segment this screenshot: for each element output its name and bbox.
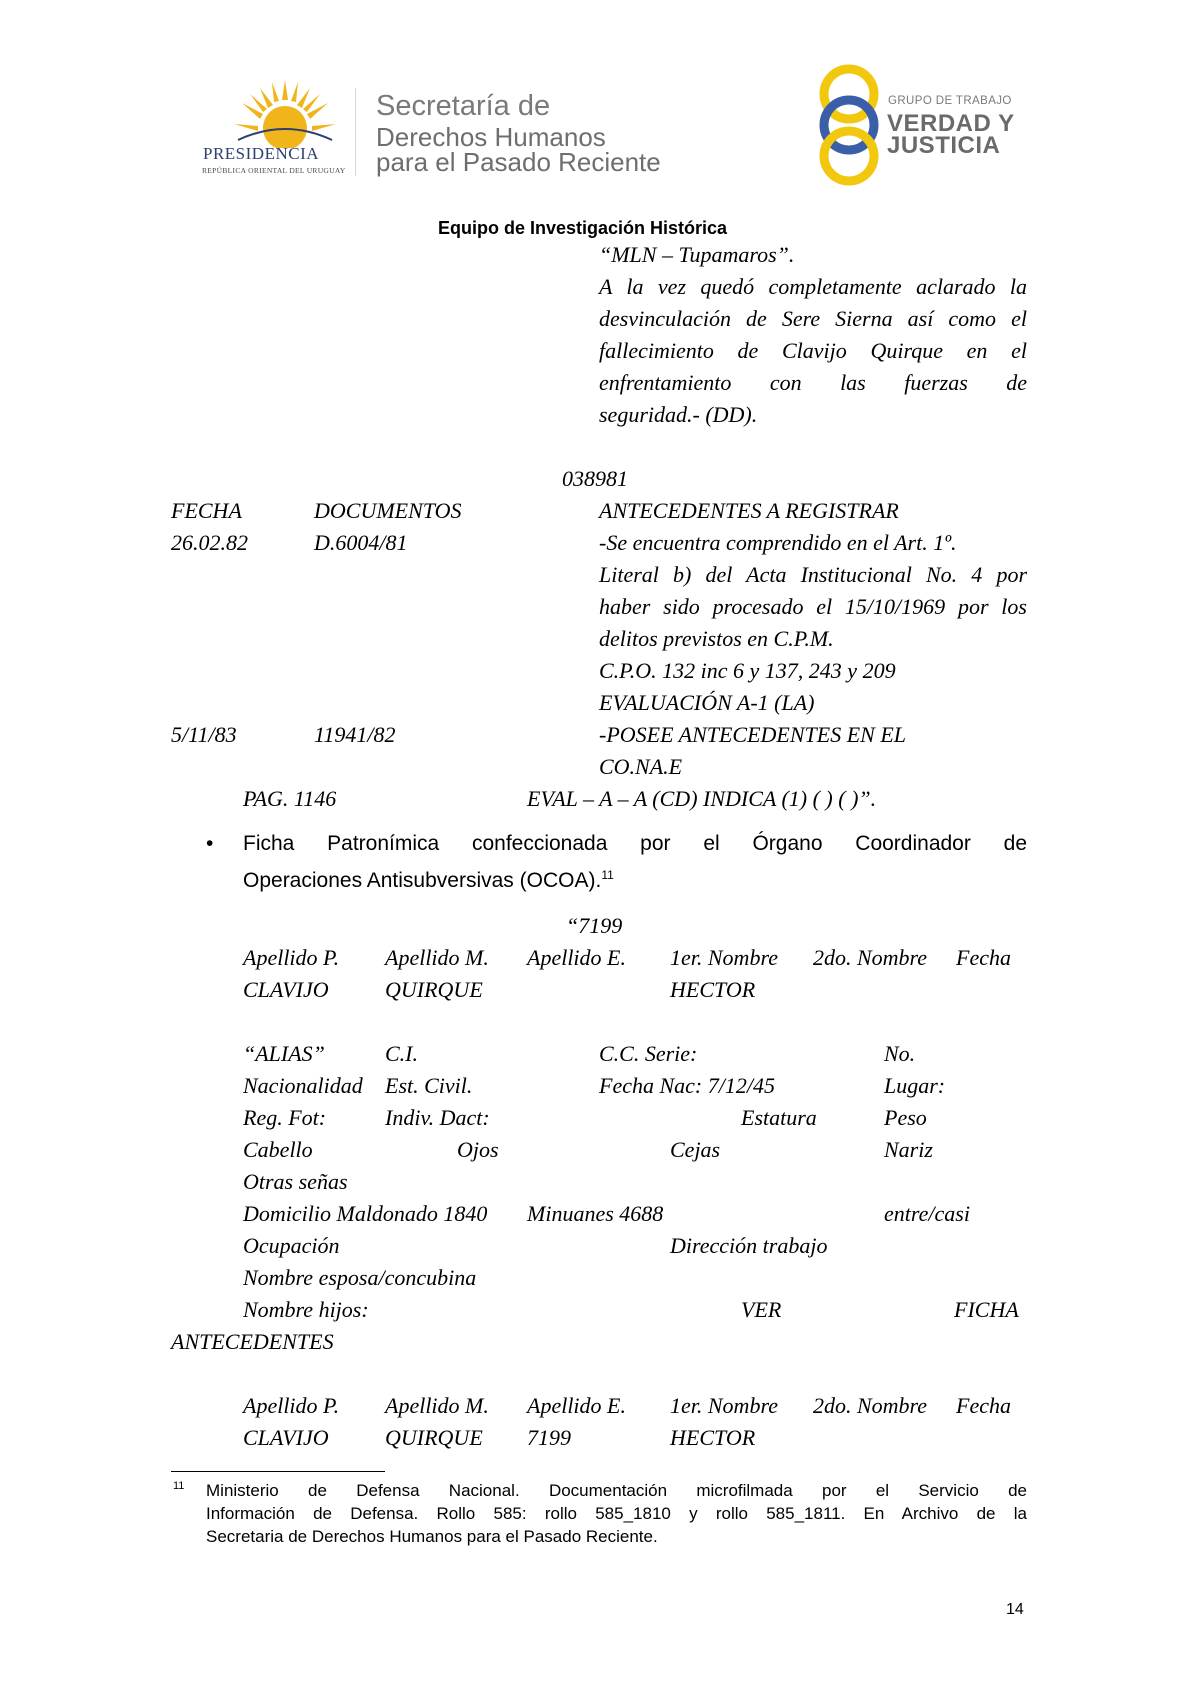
intro-line-1: “MLN – Tupamaros”. [599,242,795,267]
ficha-cc-serie: C.C. Serie: [599,1041,698,1066]
header-divider [355,88,356,176]
ficha-indiv-dact: Indiv. Dact: [385,1105,490,1130]
ficha2-header-nombre2: 2do. Nombre [813,1393,928,1418]
grupo-verdad: VERDAD Y [887,110,1015,137]
entry1-line-5: C.P.O. 132 inc 6 y 137, 243 y 209 [599,658,896,683]
ficha-est-civil: Est. Civil. [385,1073,473,1098]
footnote-line-2: Información de Defensa. Rollo 585: rollo 585_1810 y rollo 585_1811. En Archivo de la [206,1504,1027,1523]
ficha-nombre-esposa: Nombre esposa/concubina [243,1265,477,1290]
ficha-estatura: Estatura [741,1105,817,1130]
ficha-ci: C.I. [385,1041,418,1066]
ficha-number: “7199 [566,913,623,938]
secretaria-line1: Secretaría de [376,90,551,122]
ficha-antecedentes: ANTECEDENTES [171,1329,334,1354]
header-documentos: DOCUMENTOS [314,498,462,523]
ficha-ficha-word: FICHA [954,1297,1019,1322]
ficha-cabello: Cabello [243,1137,313,1162]
ficha-entre-casi: entre/casi [884,1201,970,1226]
ficha-otras-senas: Otras señas [243,1169,348,1194]
entry2-line-1: -POSEE ANTECEDENTES EN EL [599,722,906,747]
ficha-ver: VER [741,1297,782,1322]
secretaria-line2: Derechos Humanos [376,122,606,152]
ficha-ocupacion: Ocupación [243,1233,340,1258]
ficha-header-nombre2: 2do. Nombre [813,945,928,970]
presidencia-subtitle: REPÚBLICA ORIENTAL DEL URUGUAY [202,166,346,175]
entry1-line-6: EVALUACIÓN A-1 (LA) [599,690,815,715]
entry2-line-2: CO.NA.E [599,754,683,779]
intro-line-6: seguridad.- (DD). [599,402,758,427]
intro-line-3: desvinculación de Sere Sierna así como el [599,306,1027,331]
ficha-row2-nombre1: HECTOR [670,1425,756,1450]
entry2-documento: 11941/82 [314,722,396,747]
footnote-line-1: Ministerio de Defensa Nacional. Documentación microfilmada por el Servicio de [206,1481,1027,1500]
ficha-alias: “ALIAS” [243,1041,325,1066]
ficha-nombre-hijos: Nombre hijos: [243,1297,369,1322]
header-fecha: FECHA [171,498,242,523]
ficha-no: No. [884,1041,916,1066]
ficha-row1-nombre1: HECTOR [670,977,756,1002]
bullet-line-2 [243,860,614,896]
ficha-row1-apellido-p: CLAVIJO [243,977,329,1002]
ficha2-header-nombre1: 1er. Nombre [670,1393,778,1418]
entry1-line-2: Literal b) del Acta Institucional No. 4 por [599,562,1027,587]
ficha-reg-fot: Reg. Fot: [243,1105,327,1130]
ficha-direccion-trabajo: Dirección trabajo [670,1233,828,1258]
ficha2-header-apellido-e: Apellido E. [527,1393,626,1418]
ficha-lugar: Lugar: [884,1073,946,1098]
entry1-fecha: 26.02.82 [171,530,248,555]
header-antecedentes: ANTECEDENTES A REGISTRAR [599,498,899,523]
ficha2-header-apellido-p: Apellido P. [243,1393,340,1418]
intro-line-5: enfrentamiento con las fuerzas de [599,370,1027,395]
ficha-header-apellido-e: Apellido E. [527,945,626,970]
ficha-domicilio: Domicilio Maldonado 1840 [243,1201,488,1226]
bullet-line-2-text: Operaciones Antisubversivas (OCOA). [243,869,602,892]
ficha-header-nombre1: 1er. Nombre [670,945,778,970]
ficha-minuanes: Minuanes 4688 [527,1201,664,1226]
grupo-small-label: GRUPO DE TRABAJO [888,95,1012,107]
entry1-line-4: delitos previstos en C.P.M. [599,626,834,651]
ficha-row2-apellido-e: 7199 [527,1425,571,1450]
footnote-number: 11 [173,1480,185,1492]
ficha2-header-apellido-m: Apellido M. [385,1393,489,1418]
ficha-row1-apellido-m: QUIRQUE [385,977,483,1002]
ficha-header-fecha: Fecha [956,945,1011,970]
entry2-fecha: 5/11/83 [171,722,237,747]
ficha-cejas: Cejas [670,1137,721,1162]
sun-emblem-icon [230,78,340,148]
interlocked-rings-icon [812,62,886,188]
bullet-line-1: Ficha Patronímica confeccionada por el Órgano Coordinador de [243,832,1027,855]
entry1-documento: D.6004/81 [314,530,408,555]
footnote-separator [171,1471,385,1472]
ficha-row2-apellido-m: QUIRQUE [385,1425,483,1450]
ficha-header-apellido-p: Apellido P. [243,945,340,970]
bullet-symbol: • [206,832,214,855]
ficha-header-apellido-m: Apellido M. [385,945,489,970]
eval-line: EVAL – A – A (CD) INDICA (1) ( ) ( )”. [527,786,877,811]
presidencia-name: PRESIDENCIA [203,144,320,163]
intro-line-4: fallecimiento de Clavijo Quirque en el [599,338,1027,363]
record-number: 038981 [562,466,628,491]
footnote-ref[interactable]: 11 [601,868,614,882]
ficha-fecha-nac: Fecha Nac: 7/12/45 [599,1073,775,1098]
ficha-nariz: Nariz [884,1137,933,1162]
page-number: 14 [1006,1601,1024,1618]
ficha-row2-apellido-p: CLAVIJO [243,1425,329,1450]
footnote-line-3: Secretaria de Derechos Humanos para el Pasado Reciente. [206,1527,658,1546]
team-title: Equipo de Investigación Histórica [438,218,728,238]
ficha-ojos: Ojos [457,1137,499,1162]
grupo-justicia: JUSTICIA [887,132,1001,159]
ficha-nacionalidad: Nacionalidad [243,1073,363,1098]
intro-line-2: A la vez quedó completamente aclarado la [599,274,1027,299]
pag-number: PAG. 1146 [243,786,337,811]
secretaria-line3: para el Pasado Reciente [376,147,661,177]
entry1-line-1: -Se encuentra comprendido en el Art. 1º. [599,530,957,555]
ficha-peso: Peso [884,1105,927,1130]
entry1-line-3: haber sido procesado el 15/10/1969 por los [599,594,1027,619]
ficha2-header-fecha: Fecha [956,1393,1011,1418]
